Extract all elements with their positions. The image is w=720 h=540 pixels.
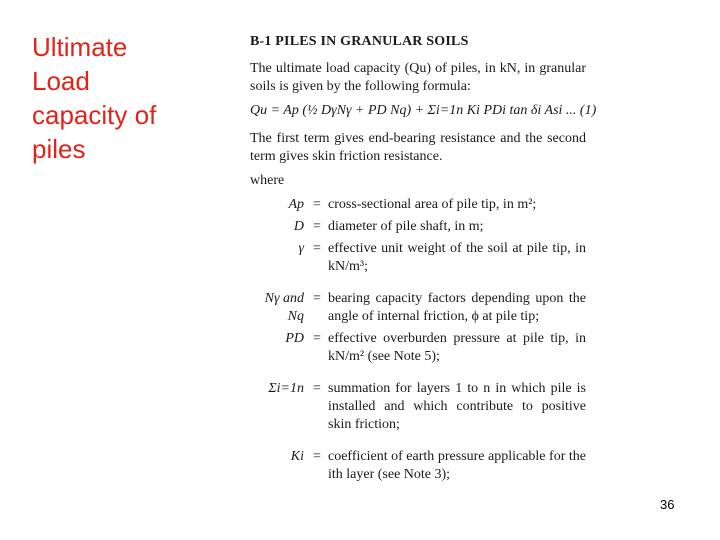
definition-equals: = <box>313 291 321 306</box>
definition-text: effective unit weight of the soil at pile tip, in kN/m³; <box>328 241 586 274</box>
definition-equals: = <box>313 197 321 212</box>
definition-symbol: D <box>293 219 304 234</box>
slide-title-line: capacity of <box>32 100 157 130</box>
page-number: 36 <box>660 497 675 512</box>
slide-title-line: piles <box>32 134 86 164</box>
definition-symbol: Ki <box>290 449 304 464</box>
slide-title <box>32 30 192 166</box>
section-heading: B-1 PILES IN GRANULAR SOILS <box>250 34 469 49</box>
capacity-formula: Qu = Ap (½ DγNγ + PD Nq) + Σi=1n Ki PDi tan δi Asi ... (1) <box>250 103 597 118</box>
where-label: where <box>250 173 285 188</box>
definition-equals: = <box>313 241 321 256</box>
slide-title-line: Load <box>32 66 90 96</box>
definitions-list <box>250 196 586 484</box>
definition-symbol: Σi=1n <box>268 381 304 396</box>
definition-equals: = <box>313 219 321 234</box>
definition-symbol: γ <box>298 241 304 256</box>
definition-equals: = <box>313 381 321 396</box>
definition-symbol: Nγ and Nq <box>264 291 304 324</box>
document-excerpt <box>250 34 597 484</box>
definition-symbol: PD <box>285 331 304 346</box>
definition-symbol: Ap <box>288 197 304 212</box>
slide-title-line: Ultimate <box>32 32 128 62</box>
definition-text: summation for layers 1 to n in which pile is installed and which contribute to positive skin friction; <box>328 381 586 432</box>
definition-text: diameter of pile shaft, in m; <box>328 219 484 234</box>
definition-text: effective overburden pressure at pile tip, in kN/m² (see Note 5); <box>328 331 586 364</box>
definition-equals: = <box>313 331 321 346</box>
definition-text: coefficient of earth pressure applicable for the ith layer (see Note 3); <box>328 449 586 482</box>
intro-paragraph: The ultimate load capacity (Qu) of piles, in kN, in granular soils is given by the following formula: <box>250 61 586 94</box>
explanation-paragraph: The first term gives end-bearing resistance and the second term gives skin friction resistance. <box>250 131 586 164</box>
definition-text: bearing capacity factors depending upon the angle of internal friction, ϕ at pile tip; <box>328 291 586 324</box>
definition-text: cross-sectional area of pile tip, in m²; <box>328 197 537 212</box>
definition-equals: = <box>313 449 321 464</box>
